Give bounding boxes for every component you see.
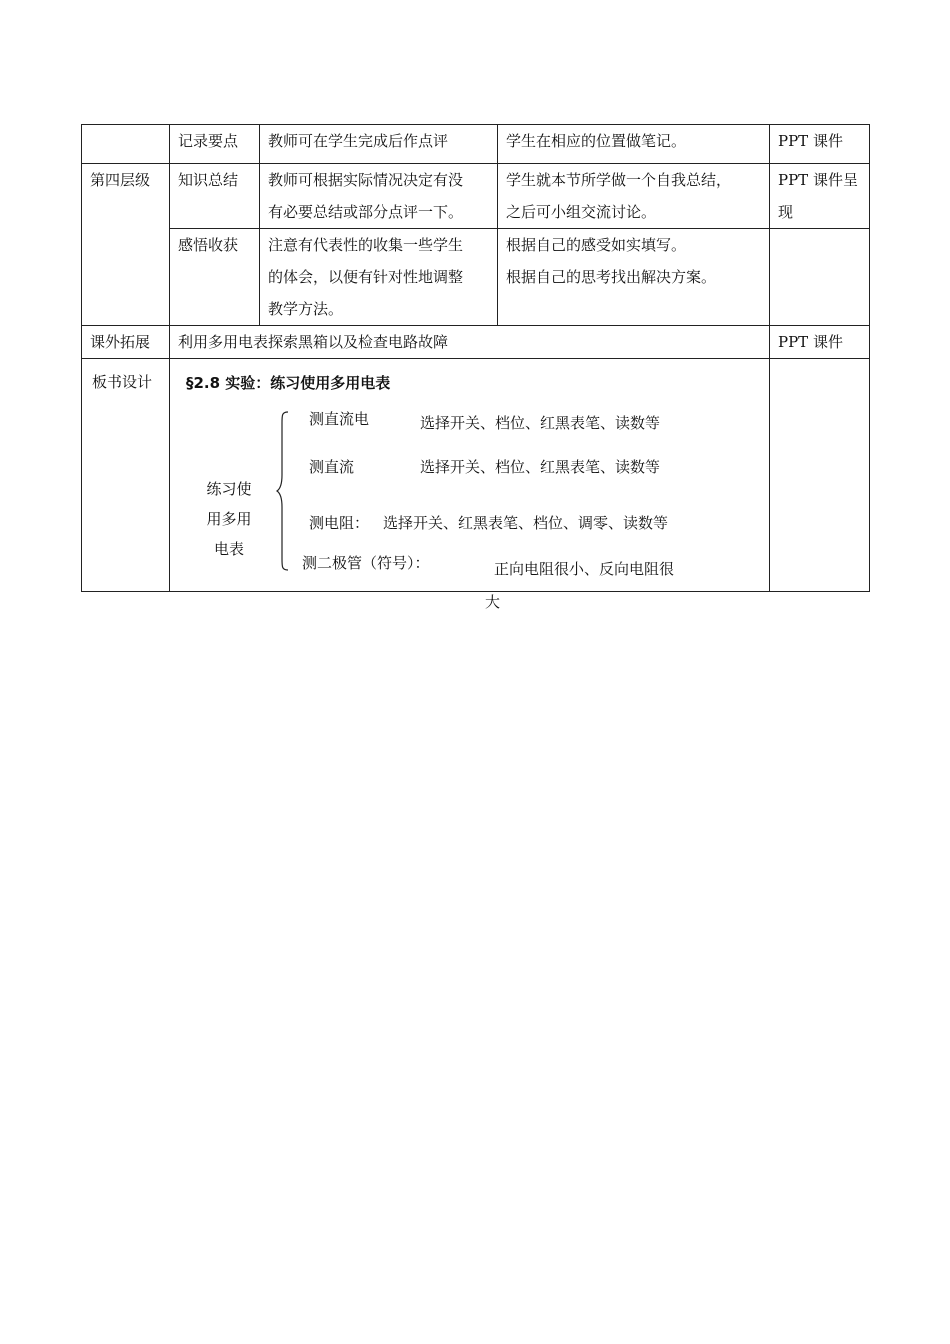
teacher-line: 注意有代表性的收集一些学生: [268, 236, 464, 254]
teacher-cell: [260, 164, 498, 229]
resource-line: 现: [778, 203, 794, 221]
student-line: 根据自己的感受如实填写。: [506, 236, 687, 254]
table-row: [82, 164, 870, 229]
resource-cell: PPT 课件: [770, 125, 870, 164]
stage-cell: 记录要点: [170, 125, 260, 164]
student-line: 之后可小组交流讨论。: [506, 203, 657, 221]
board-item-detail: 选择开关、红黑表笔、档位、调零、读数等: [383, 514, 669, 532]
blackboard-design-cell: [170, 359, 770, 592]
resource-cell: PPT 课件: [770, 326, 870, 359]
blackboard-design: [178, 359, 761, 591]
overflow-text: 大: [485, 593, 501, 611]
curly-brace-icon: [276, 411, 290, 571]
student-line: 根据自己的思考找出解决方案。: [506, 268, 717, 286]
section-cell: [82, 359, 170, 592]
teacher-line: 的体会，以便有针对性地调整: [268, 268, 464, 286]
table-row: [82, 229, 870, 326]
board-side-label: 练习使: [206, 480, 252, 498]
table-row: [82, 326, 870, 359]
resource-cell: [770, 229, 870, 326]
resource-cell: [770, 164, 870, 229]
teacher-cell: [260, 229, 498, 326]
board-side-label: 电表: [213, 540, 244, 558]
section-cell: 第四层级: [82, 164, 170, 326]
board-item-name: 测二极管（符号）：: [302, 554, 430, 572]
section-label: 板书设计: [92, 373, 153, 391]
stage-cell: 知识总结: [170, 164, 260, 229]
board-item-detail: 选择开关、档位、红黑表笔、读数等: [420, 414, 661, 432]
table-row: [82, 359, 870, 592]
board-item-name: 测直流: [309, 458, 355, 476]
board-item-detail: 正向电阻很小、反向电阻很: [494, 560, 675, 578]
teacher-line: 有必要总结或部分点评一下。: [268, 203, 464, 221]
board-item-name: 测电阻：: [309, 514, 370, 532]
table-row: [82, 125, 870, 164]
lesson-plan-table: [81, 124, 870, 592]
board-item-name: 测直流电: [309, 410, 370, 428]
resource-cell: [770, 359, 870, 592]
section-cell: [82, 125, 170, 164]
teacher-line: 教学方法。: [268, 300, 344, 318]
student-line: 学生就本节所学做一个自我总结，: [506, 171, 732, 189]
resource-line: PPT 课件呈: [778, 171, 858, 189]
student-cell: 学生在相应的位置做笔记。: [498, 125, 770, 164]
board-side-label: 用多用: [206, 510, 252, 528]
section-cell: 课外拓展: [82, 326, 170, 359]
teacher-line: 教师可根据实际情况决定有没: [268, 171, 464, 189]
board-title: §2.8 实验：练习使用多用电表: [186, 374, 391, 392]
stage-cell: 感悟收获: [170, 229, 260, 326]
board-item-detail: 选择开关、档位、红黑表笔、读数等: [420, 458, 661, 476]
student-cell: [498, 164, 770, 229]
extension-content-cell: 利用多用电表探索黑箱以及检查电路故障: [170, 326, 770, 359]
student-cell: [498, 229, 770, 326]
teacher-cell: 教师可在学生完成后作点评: [260, 125, 498, 164]
